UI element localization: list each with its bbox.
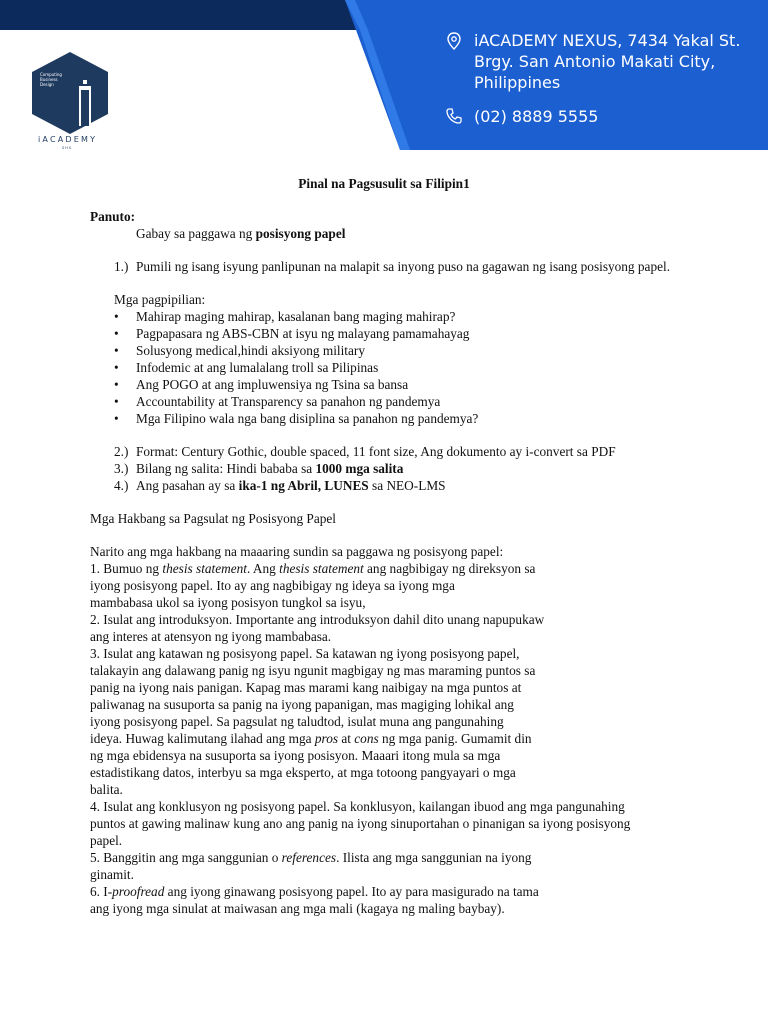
option-item: Mahirap maging mahirap, kasalanan bang maging mahirap? bbox=[136, 309, 456, 324]
options-label: Mga pagpipilian: bbox=[114, 292, 206, 307]
option-item: Accountability at Transparency sa panahon ng pandemya bbox=[136, 394, 441, 409]
step-1-line: mambabasa ukol sa iyong posisyon tungkol sa isyu, bbox=[90, 595, 366, 610]
step-3-line: paliwanag na susuporta sa panig na iyong papanigan, mas magiging lohikal ang bbox=[90, 697, 514, 712]
bullet: • bbox=[114, 394, 119, 409]
item-1-number: 1.) bbox=[114, 259, 129, 274]
bullet: • bbox=[114, 360, 119, 375]
steps-heading: Mga Hakbang sa Pagsulat ng Posisyong Papel bbox=[90, 511, 336, 526]
step-6-line: 6. I-proofread ang iyong ginawang posisyong papel. Ito ay para masigurado na tama bbox=[90, 884, 539, 899]
bullet: • bbox=[114, 309, 119, 324]
option-item: Solusyong medical,hindi aksiyong military bbox=[136, 343, 365, 358]
step-4-line: 4. Isulat ang konklusyon ng posisyong papel. Sa konklusyon, kailangan ibuod ang mga pangunahing bbox=[90, 799, 625, 814]
phone-number: (02) 8889 5555 bbox=[474, 107, 599, 126]
item-2-number: 2.) bbox=[114, 444, 129, 459]
step-6-line: ang iyong mga sinulat at maiwasan ang mga mali (kagaya ng maling baybay). bbox=[90, 901, 505, 916]
step-4-line: papel. bbox=[90, 833, 123, 848]
step-4-line: puntos at gawing malinaw kung ano ang panig na iyong sinuportahan o pinanigan sa iyong posisyong bbox=[90, 816, 631, 831]
steps-intro: Narito ang mga hakbang na maaaring sundin sa paggawa ng posisyong papel: bbox=[90, 544, 504, 559]
option-item: Ang POGO at ang impluwensiya ng Tsina sa bansa bbox=[136, 377, 409, 392]
step-3-line: iyong posisyong papel. Sa pagsulat ng taludtod, isulat muna ang pangunahing bbox=[90, 714, 504, 729]
phone-icon bbox=[446, 108, 462, 124]
step-3-line: ng mga ebidensya na susuporta sa iyong posisyon. Maaari itong mula sa mga bbox=[90, 748, 501, 763]
item-4-text: Ang pasahan ay sa ika-1 ng Abril, LUNES sa NEO-LMS bbox=[136, 478, 446, 493]
option-item: Infodemic at ang lumalalang troll sa Pilipinas bbox=[136, 360, 379, 375]
item-1-text: Pumili ng isang isyung panlipunan na malapit sa inyong puso na gagawan ng isang posisyong papel. bbox=[136, 259, 671, 274]
step-2-line: ang interes at atensyon ng iyong mambabasa. bbox=[90, 629, 332, 644]
bullet: • bbox=[114, 377, 119, 392]
logo-tagline: Computing Business Design bbox=[40, 72, 62, 87]
item-3-number: 3.) bbox=[114, 461, 129, 476]
bullet: • bbox=[114, 343, 119, 358]
address: iACADEMY NEXUS, 7434 Yakal St. Brgy. San Antonio Makati City, Philippines bbox=[474, 31, 741, 92]
page-title: Pinal na Pagsusulit sa Filipin1 bbox=[298, 176, 470, 191]
logo-subtext: SHS bbox=[62, 146, 73, 150]
location-pin-icon bbox=[446, 32, 462, 50]
step-3-line: ideya. Huwag kalimutang ilahad ang mga pros at cons ng mga panig. Gumamit din bbox=[90, 731, 532, 746]
letterhead bbox=[0, 0, 768, 150]
item-2-text: Format: Century Gothic, double spaced, 11 font size, Ang dokumento ay i-convert sa PDF bbox=[136, 444, 616, 459]
item-3-text: Bilang ng salita: Hindi bababa sa 1000 mga salita bbox=[136, 461, 404, 476]
bullet: • bbox=[114, 326, 119, 341]
logo-name: iACADEMY bbox=[38, 135, 98, 144]
panuto-text: Gabay sa paggawa ng posisyong papel bbox=[136, 226, 346, 241]
bullet: • bbox=[114, 411, 119, 426]
step-3-line: panig na iyong nais panigan. Kapag mas marami kang naibigay na mga puntos at bbox=[90, 680, 522, 695]
item-4-number: 4.) bbox=[114, 478, 129, 493]
step-3-line: 3. Isulat ang katawan ng posisyong papel. Sa katawan ng iyong posisyong papel, bbox=[90, 646, 520, 661]
option-item: Pagpapasara ng ABS-CBN at isyu ng malayang pamamahayag bbox=[136, 326, 470, 341]
iacademy-logo-icon bbox=[32, 52, 108, 134]
option-item: Mga Filipino wala nga bang disiplina sa panahon ng pandemya? bbox=[136, 411, 479, 426]
step-3-line: balita. bbox=[90, 782, 123, 797]
step-1-line: iyong posisyong papel. Ito ay ang nagbibigay ng ideya sa iyong mga bbox=[90, 578, 455, 593]
step-2-line: 2. Isulat ang introduksyon. Importante ang introduksyon dahil dito unang napupukaw bbox=[90, 612, 545, 627]
step-1-line: 1. Bumuo ng thesis statement. Ang thesis statement ang nagbibigay ng direksyon sa bbox=[90, 561, 536, 576]
panuto-label: Panuto: bbox=[90, 209, 136, 224]
step-5-line: 5. Banggitin ang mga sanggunian o references. Ilista ang mga sanggunian na iyong bbox=[90, 850, 532, 865]
step-3-line: talakayin ang dalawang panig ng isyu ngunit magbigay ng mas maraming puntos sa bbox=[90, 663, 536, 678]
step-5-line: ginamit. bbox=[90, 867, 134, 882]
step-3-line: estadistikang datos, interbyu sa mga eksperto, at mga totoong pangyayari o mga bbox=[90, 765, 516, 780]
